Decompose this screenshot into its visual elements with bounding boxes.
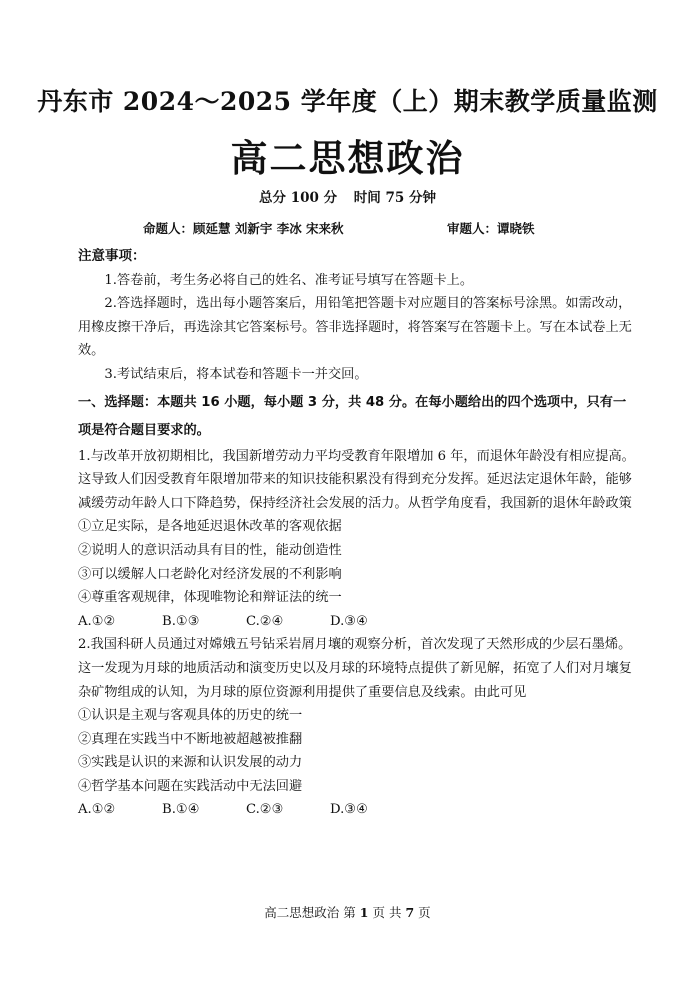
statement: ①立足实际，是各地延迟退休改革的客观依据 (78, 519, 342, 535)
footer-ye: 页 (372, 905, 385, 920)
exam-content (78, 245, 638, 822)
exam-title: 丹东市 2024～2025 学年度（上）期末教学质量监测 (37, 87, 658, 116)
score-time (0, 186, 695, 206)
footer-di: 第 (343, 905, 356, 920)
statement: ②说明人的意识活动具有目的性，能动创造性 (78, 542, 342, 558)
section-heading: 一、选择题：本题共 16 小题，每小题 3 分，共 48 分。在每小题给出的四个选项中，只有一项是符合题目要求的。 (78, 394, 627, 438)
option-b: B.①③ (162, 613, 200, 629)
answer-options (78, 610, 638, 634)
option-a: A.①② (78, 613, 116, 629)
notice-item: 3.考试结束后，将本试卷和答题卡一并交回。 (104, 366, 368, 382)
total-score: 总分 100 分 (259, 190, 338, 206)
notice-item: 2.答选择题时，选出每小题答案后，用铅笔把答题卡对应题目的答案标号涂黑。如需改动，用橡皮擦干净后，再选涂其它答案标号。答非选择题时，将答案写在答题卡上。写在本试卷上无效。 (78, 296, 632, 359)
page-footer (0, 903, 695, 921)
question-stem: 1.与改革开放初期相比，我国新增劳动力平均受教育年限增加 6 年，而退休年龄没有相应提高。这导致人们因受教育年限增加带来的知识技能积累没有得到充分发挥。延迟法定退休年龄，能够减缓劳动年龄人口下降趋势，保持经济社会发展的活力。从哲学角度看，我国新的退休年龄政策 (78, 448, 635, 511)
footer-ye2: 页 (418, 905, 431, 920)
footer-total-pages: 7 (405, 905, 415, 920)
option-a: A.①② (78, 802, 116, 818)
question-reviewer: 审题人：谭晓铁 (447, 221, 535, 236)
question-1 (78, 445, 638, 634)
footer-gong: 共 (388, 905, 402, 920)
question-stem: 2.我国科研人员通过对嫦娥五号钻采岩屑月壤的观察分析，首次发现了天然形成的少层石墨烯。这一发现为月球的地质活动和演变历史以及月球的环境特点提供了新见解，拓宽了人们对月壤复杂矿物组成的认知，为月球的原位资源利用提供了重要信息及线索。由此可见 (78, 637, 632, 700)
option-c: C.②④ (246, 613, 284, 629)
question-2 (78, 633, 638, 822)
option-d: D.③④ (330, 613, 368, 629)
option-d: D.③④ (330, 802, 368, 818)
option-c: C.②③ (246, 802, 284, 818)
footer-page-number: 1 (359, 905, 369, 920)
subject-title: 高二思想政治 (230, 137, 465, 180)
notice-item: 1.答卷前，考生务必将自己的姓名、准考证号填写在答题卡上。 (104, 272, 474, 288)
question-setters: 命题人：顾延慧 刘新宇 李冰 宋来秋 (143, 221, 344, 236)
statement: ②真理在实践当中不断地被超越被推翻 (78, 731, 303, 747)
statement: ④尊重客观规律，体现唯物论和辩证法的统一 (78, 590, 342, 606)
statement: ③可以缓解人口老龄化对经济发展的不利影响 (78, 566, 342, 582)
statement: ①认识是主观与客观具体的历史的统一 (78, 708, 303, 724)
statement: ③实践是认识的来源和认识发展的动力 (78, 755, 303, 771)
footer-subject: 高二思想政治 (264, 905, 340, 920)
notice-title: 注意事项： (78, 248, 146, 264)
answer-options (78, 798, 638, 822)
exam-time: 时间 75 分钟 (353, 190, 436, 206)
option-b: B.①④ (162, 802, 200, 818)
statement: ④哲学基本问题在实践活动中无法回避 (78, 778, 303, 794)
